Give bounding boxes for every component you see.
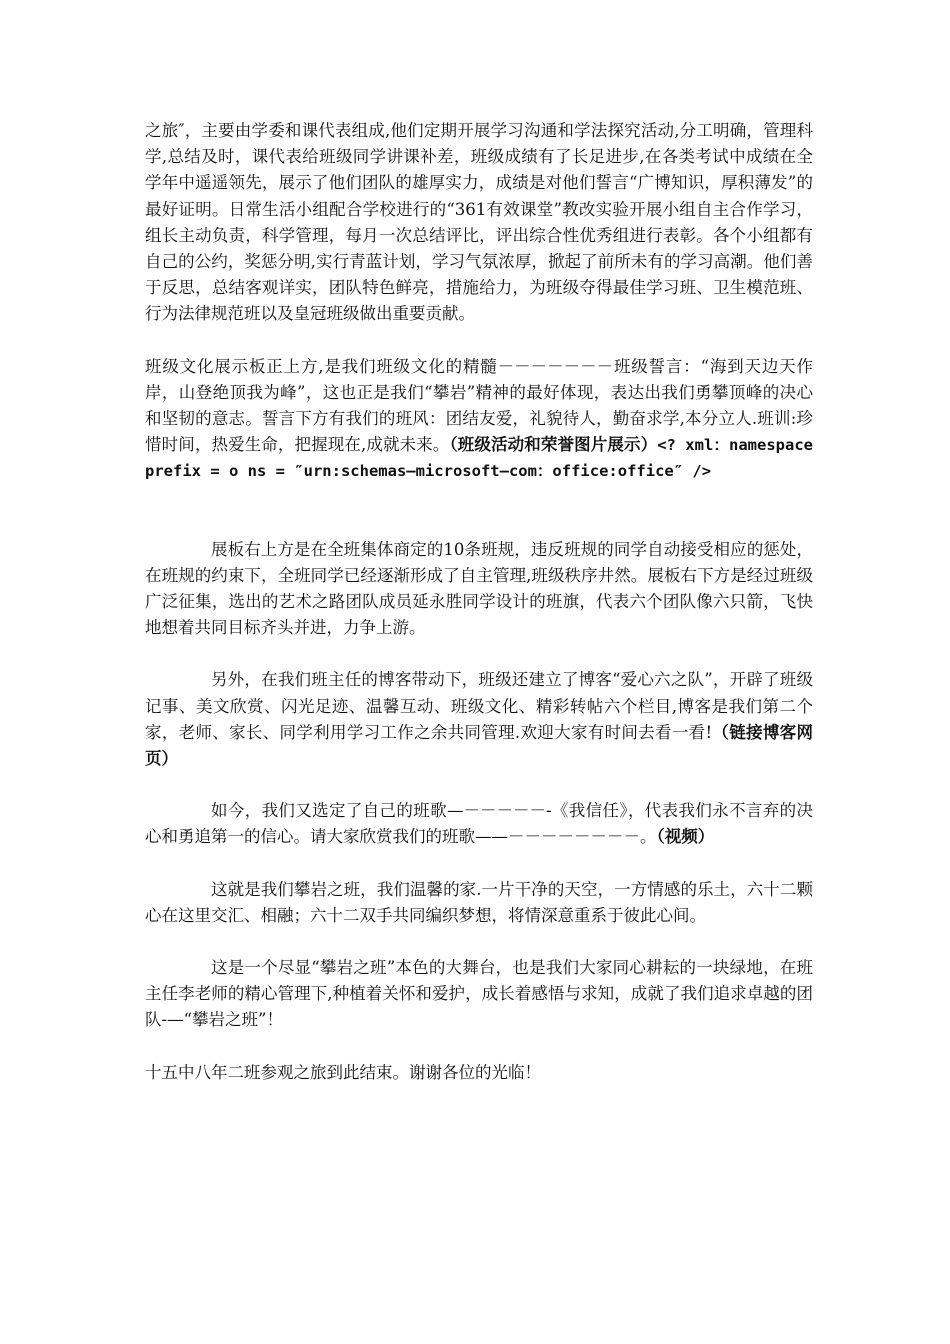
paragraph-text: 这是一个尽显“攀岩之班”本色的大舞台，也是我们大家同心耕耘的一块绿地，在班主任李老师的精心管理下,种植着关怀和爱护，成长着感悟与求知，成就了我们追求卓越的团队-—“攀岩之班”！ [145,958,813,1030]
paragraph-text: 如今，我们又选定了自己的班歌—－－－－－-《我信任》，代表我们永不言弃的决心和勇追第一的信心。请大家欣赏我们的班歌——－－－－－－－－。 [145,801,813,847]
paragraph-class-rules [145,537,813,642]
paragraph-text: 之旅″，主要由学委和课代表组成,他们定期开展学习沟通和学法探究活动,分工明确，管理科学,总结及时，课代表给班级同学讲课补差，班级成绩有了长足进步,在各类考试中成绩在全学年中遥遥领先，展示了他们团队的雄厚实力，成绩是对他们誓言“广博知识，厚积薄发”的最好证明。日常生活小组配合学校进行的“361有效课堂”教改实验开展小组自主合作学习，组长主动负责，科学管理，每月一次总结评比，评出综合性优秀组进行表彰。各个小组都有自己的公约，奖惩分明,实行青蓝计划，学习气氛浓厚，掀起了前所未有的学习高潮。他们善于反思，总结客观详实，团队特色鲜亮，措施给力，为班级夺得最佳学习班、卫生模范班、行为法律规范班以及皇冠班级做出重要贡献。 [145,121,813,324]
paragraph-text: 另外，在我们班主任的博客带动下，班级还建立了博客“爱心六之队”，开辟了班级记事、美文欣赏、闪光足迹、温馨互动、班级文化、精彩转帖六个栏目,博客是我们第二个家，老师、家长、同学利用学习工作之余共同管理.欢迎大家有时间去看一看! [145,670,813,742]
paragraph-class-song [145,798,813,850]
paragraph-closing [145,1060,813,1086]
paragraph-text: 十五中八年二班参观之旅到此结束。谢谢各位的光临！ [145,1062,541,1082]
paragraph-blog [145,667,813,772]
paragraph-class-culture [145,354,813,485]
paragraph-home [145,877,813,929]
paragraph-stage [145,955,813,1034]
blog-link-note: （链接博客网页） [145,722,813,769]
paragraph-study-group [145,118,813,328]
video-note: （视频） [656,827,715,847]
photo-display-note: （班级活动和荣誉图片展示） [449,435,658,455]
paragraph-text: 这就是我们攀岩之班，我们温馨的家.一片干净的天空，一方情感的乐土，六十二颗心在这里交汇、相融；六十二双手共同编织梦想，将情深意重系于彼此心间。 [145,879,813,925]
paragraph-text: 班级文化展示板正上方,是我们班级文化的精髓－－－－－－－班级誓言：“海到天边天作岸，山登绝顶我为峰”，这也正是我们“攀岩”精神的最好体现，表达出我们勇攀顶峰的决心和坚韧的意志。誓言下方有我们的班风：团结友爱，礼貌待人，勤奋求学,本分立人.班训:珍惜时间，热爱生命，把握现在,成就未来。 [145,356,813,455]
xml-namespace-text: <? xml：namespace prefix = o ns = ″urn:schemas—microsoft—com：office:office″ /> [145,436,814,481]
paragraph-text: 展板右上方是在全班集体商定的10条班规，违反班规的同学自动接受相应的惩处，在班规的约束下，全班同学已经逐渐形成了自主管理,班级秩序井然。展板右下方是经过班级广泛征集，选出的艺术之路团队成员延永胜同学设计的班旗，代表六个团队像六只箭，飞快地想着共同目标齐头并进，力争上游。 [145,539,813,638]
document-page [145,118,813,1112]
